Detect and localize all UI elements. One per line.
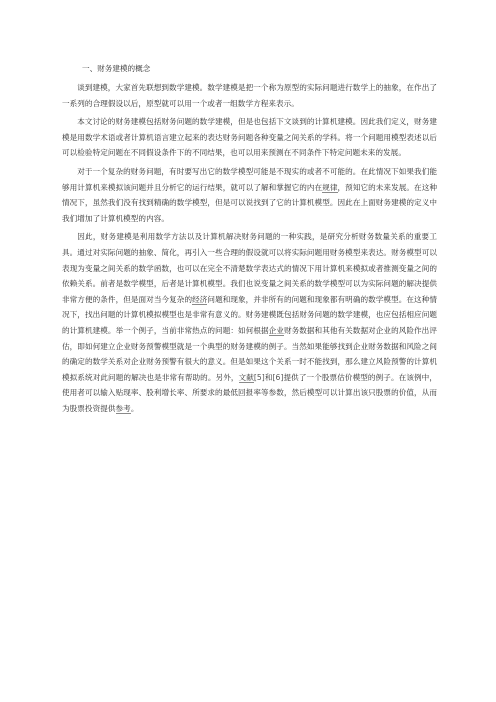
link-guilv[interactable]: 规律 <box>322 182 338 192</box>
reference-5: [5] <box>253 372 265 382</box>
paragraph-4-text-d: 提供了一个股票估价模型的例子。在该例中，使用者可以输入贴现率、股利增长率、所要求的最低回报率等参数，然后模型可以计算出该只股票的价值，从而为股票投资提供 <box>62 372 437 413</box>
reference-6: [6] <box>272 372 284 382</box>
link-cankao[interactable]: 参考 <box>115 403 131 413</box>
paragraph-4-text-a: 因此，财务建模是利用数学方法以及计算机解决财务问题的一种实践，是研究分析财务数量关系的重要工具。通过对实际问题的抽象、简化，再引入一些合理的假设就可以将实际问题用财务模型来表达。财务模型可以表现为变量之间关系的数学函数，也可以在完全不清楚数学表达式的情况下用计算机来模拟或者推测变量之间的依赖关系。前者是数学模型，后者是计算机模型。我们也说变量之间关系的数学模型可以为实际问题的解决提供非常方便的条件，但是面对当今复杂的 <box>62 232 437 304</box>
document-body <box>62 80 437 419</box>
section-heading: 一、财务建模的概念 <box>82 64 151 73</box>
paragraph-2: 本文讨论的财务建模包括财务问题的数学建模，但是也包括下文谈到的计算机建模。因此我们定义，财务建模是用数学术语或者计算机语言建立起来的表达财务问题各种变量之间关系的学科。将一个问题用模型表述以后可以检验特定问题在不同假设条件下的不同结果，也可以用来预测在不同条件下特定问题未来的发展。 <box>62 117 437 158</box>
paragraph-4 <box>62 229 437 416</box>
paragraph-4-text-c: 财务数据和其他有关数据对企业的风险作出评估，即如何建立企业财务预警模型就是一个典型的财务建模的例子。当然如果能够找到企业财务数据和风险之间的确定的数学关系对企业财务预警有很大的意义。但是如果这个关系一时不能找到，那么建立风险预警的计算机模拟系统对此问题的解决也是非常有帮助的。另外， <box>62 325 437 382</box>
paragraph-3-text-a: 对于一个复杂的财务问题，有时要写出它的数学模型可能是不现实的或者不可能的。在此情况下如果我们能够用计算机来模拟该问题并且分析它的运行结果，就可以了解和掌握它的内在 <box>62 166 437 192</box>
paragraph-3 <box>62 164 437 226</box>
paragraph-1: 谈到建模，大家首先联想到数学建模。数学建模是把一个称为原型的实际问题进行数学上的抽象，在作出了一系列的合理假设以后，原型就可以用一个或者一组数学方程来表示。 <box>62 83 437 108</box>
link-jingji[interactable]: 经济 <box>192 294 208 304</box>
paragraph-3-text-b: ，预知它的未来发展。在这种情况下，虽然我们没有找到精确的数学模型，但是可以说找到了它的计算机模型。因此在上面财务建模的定义中我们增加了计算机模型的内容。 <box>62 182 437 223</box>
paragraph-4-and: 和 <box>264 372 273 382</box>
link-qiye[interactable]: 企业 <box>268 325 284 335</box>
paragraph-4-end: 。 <box>130 403 139 413</box>
link-wenxian[interactable]: 文献 <box>238 372 254 382</box>
paragraph-4-text-b: 问题和现象，并非所有的问题和现象都有明确的数学模型。在这种情况下，找出问题的计算机模拟模型也是非常有意义的。财务建模既包括财务问题的数学建模，也应包括相应问题的计算机建模。举一个例子，当前非常热点的问题：如何根据 <box>62 294 437 335</box>
